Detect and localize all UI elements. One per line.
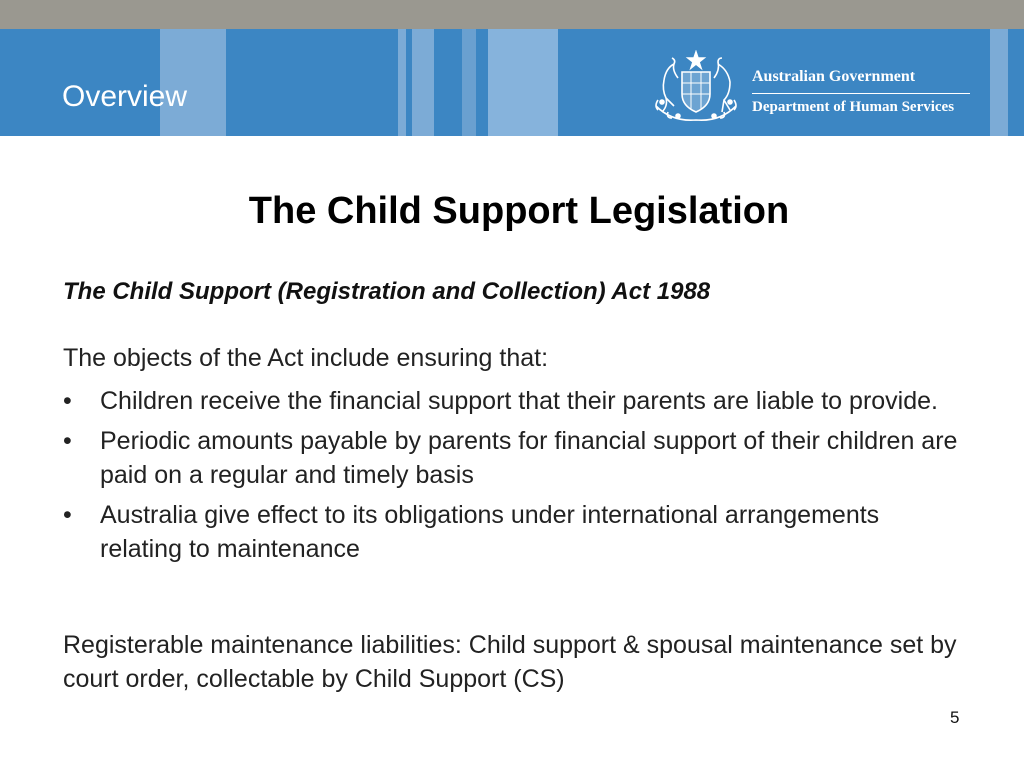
list-item xyxy=(63,498,963,566)
bullet-icon: • xyxy=(63,501,72,529)
closing-paragraph: Registerable maintenance liabilities: Child support & spousal maintenance set by court order, collectable by Child Support (CS) xyxy=(63,631,957,693)
banner-stripe xyxy=(990,29,1008,136)
slide-title: The Child Support Legislation xyxy=(248,190,790,232)
list-item-text: Periodic amounts payable by parents for financial support of their children are paid on a regular and timely basis xyxy=(100,427,958,489)
list-item-text: Australia give effect to its obligations under international arrangements relating to maintenance xyxy=(100,501,880,563)
bullet-icon: • xyxy=(63,387,72,415)
banner-stripe xyxy=(462,29,476,136)
top-gray-strip xyxy=(0,0,1024,29)
objects-list xyxy=(63,384,963,572)
logo-divider xyxy=(752,93,970,94)
section-label: Overview xyxy=(62,80,188,113)
act-name: The Child Support (Registration and Collection) Act 1988 xyxy=(63,278,711,305)
banner-stripe xyxy=(398,29,406,136)
banner-stripe xyxy=(412,29,434,136)
banner-stripe xyxy=(488,29,558,136)
list-item-text: Children receive the financial support that their parents are liable to provide. xyxy=(100,387,938,415)
government-name: Australian Government xyxy=(752,68,916,85)
page-number: 5 xyxy=(950,708,960,727)
list-item xyxy=(63,424,963,492)
list-item xyxy=(63,384,963,418)
commonwealth-coat-of-arms-icon xyxy=(648,50,744,126)
bullet-icon: • xyxy=(63,427,72,455)
department-name: Department of Human Services xyxy=(752,99,955,115)
intro-text: The objects of the Act include ensuring that: xyxy=(63,344,549,372)
